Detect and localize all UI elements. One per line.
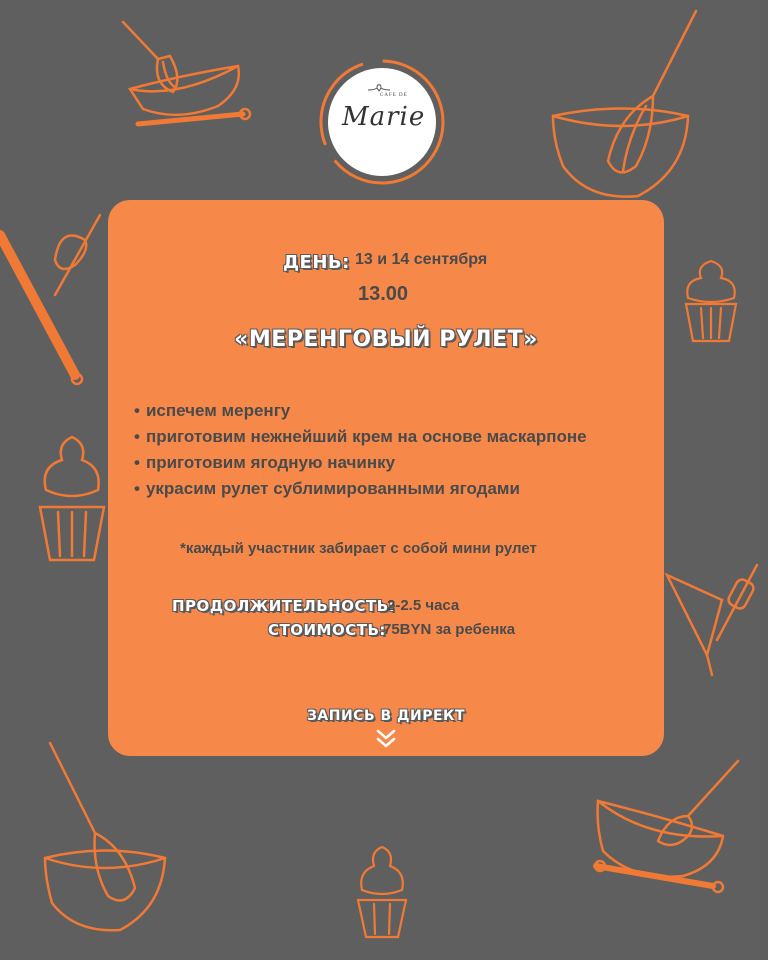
duration-value: 2-2.5 часа (387, 597, 460, 614)
cafe-logo (318, 58, 446, 186)
double-chevron-down-icon[interactable] (370, 727, 402, 749)
signup-cta[interactable]: ЗАПИСЬ В ДИРЕКТ (306, 708, 466, 724)
logo-cafe-text: CAFE DE (380, 93, 408, 98)
bowl-whisk-icon (40, 738, 170, 938)
rolling-pin-whisk-icon (0, 205, 110, 390)
cupcake-icon (352, 842, 412, 942)
event-time: 13.00 (358, 283, 409, 305)
logo-name: Marie (342, 102, 426, 132)
event-title: «МЕРЕНГОВЫЙ РУЛЕТ» (234, 327, 538, 352)
list-item: • приготовим нежнейший крем на основе маскарпоне (134, 424, 587, 450)
duration-label: ПРОДОЛЖИТЕЛЬНОСТЬ: (172, 597, 396, 615)
list-item: • испечем меренгу (134, 398, 587, 424)
cupcake-icon (676, 256, 746, 346)
bowl-whisk-rolling-pin-icon (588, 756, 748, 906)
list-item: • украсим рулет сублимированными ягодами (134, 476, 587, 502)
cupcake-icon (32, 432, 112, 572)
piping-bag-spatula-icon (662, 560, 762, 680)
list-item: • приготовим ягодную начинку (134, 450, 587, 476)
steps-list (134, 398, 587, 502)
event-card (108, 200, 664, 756)
bowl-whisk-rolling-pin-icon (118, 14, 258, 134)
participant-note: *каждый участник забирает с собой мини рулет (180, 540, 537, 557)
day-value: 13 и 14 сентября (355, 251, 488, 268)
bowl-whisk-icon (548, 6, 698, 206)
day-label: ДЕНЬ: (283, 252, 350, 273)
cost-label: СТОИМОСТЬ: (268, 621, 386, 639)
cost-value: 75BYN за ребенка (383, 621, 516, 638)
